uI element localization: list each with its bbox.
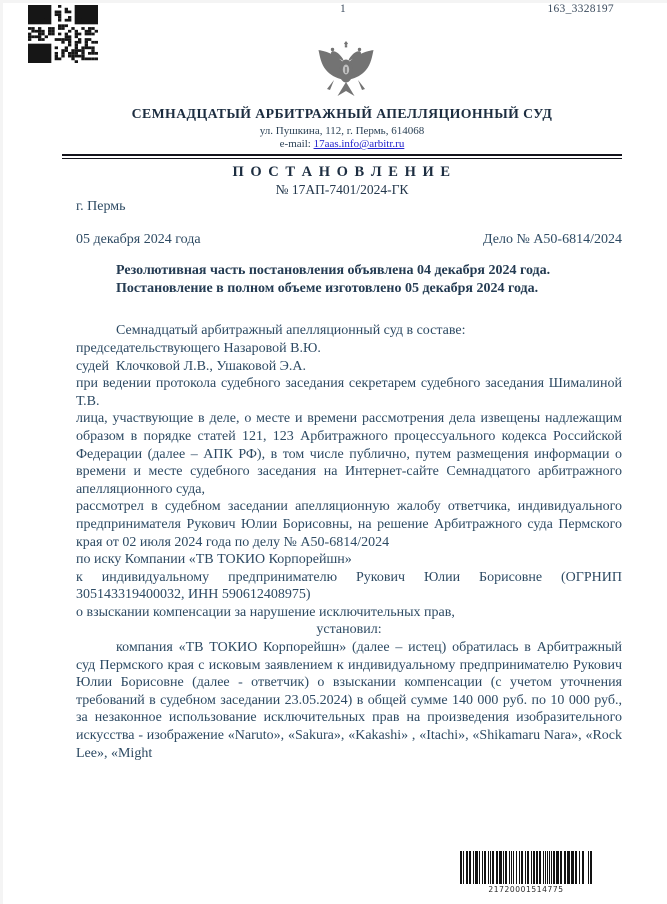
city-label: г. Пермь bbox=[76, 199, 126, 214]
body-paragraph: председательствующего Назаровой В.Ю. bbox=[76, 340, 321, 356]
body-paragraph: рассмотрел в судебном заседании апелляционную жалобу ответчика, индивидуального предпринимателя Рукович Юлии Борисовны, на решение Арбитражного суда Пермского края от 02 июля 2024 года по делу № А50-6814/2024 bbox=[76, 499, 622, 550]
decision-date: 05 декабря 2024 года bbox=[76, 231, 201, 247]
body-paragraph: при ведении протокола судебного заседания секретарем судебного заседания Шималиной Т.В. bbox=[76, 376, 622, 409]
court-address: ул. Пушкина, 112, г. Пермь, 614068 bbox=[259, 125, 425, 137]
body-paragraph: по иску Компании «ТВ ТОКИО Корпорейшн» bbox=[76, 552, 352, 568]
barcode bbox=[460, 851, 592, 894]
document-id: 163_3328197 bbox=[547, 3, 614, 15]
court-composition-block bbox=[76, 322, 622, 621]
email-line bbox=[62, 138, 622, 151]
email-label: e-mail: bbox=[279, 138, 314, 150]
header-divider bbox=[62, 154, 622, 159]
document-type-title: П О С Т А Н О В Л Е Н И Е bbox=[232, 164, 452, 180]
coat-of-arms-icon bbox=[314, 40, 378, 102]
qr-code-icon bbox=[28, 5, 98, 63]
email-link[interactable]: 17aas.info@arbitr.ru bbox=[313, 138, 405, 150]
full-text-line: Постановление в полном объеме изготовлено 05 декабря 2024 года. bbox=[116, 280, 539, 296]
case-reference: № 17АП-7401/2024-ГК bbox=[275, 182, 409, 197]
body-paragraph: судей Клочковой Л.В., Ушаковой Э.А. bbox=[76, 358, 307, 374]
document-body bbox=[76, 198, 622, 762]
barcode-number: 21720001514775 bbox=[488, 885, 564, 894]
resolutive-block bbox=[76, 262, 622, 297]
main-paragraph: компания «ТВ ТОКИО Корпорейшн» (далее – истец) обратилась в Арбитражный суд Пермского края с исковым заявлением к индивидуальному предпринимателю Рукович Юлии Борисовне (далее - ответчик) о взыскании компенсации (с учетом уточнения требований в судебном заседании 23.05.2024) в общей сумме 140 000 руб. по 10 000 руб., за незаконное использование исключительных прав на произведения изобразительного искусства - изображение «Naruto», «Sakura», «Kakashi» , «Itachi», «Shikamaru Nara», «Rock Lee», «Might bbox=[76, 640, 622, 761]
case-number: Дело № А50-6814/2024 bbox=[483, 231, 622, 247]
resolutive-part-line: Резолютивная часть постановления объявлена 04 декабря 2024 года. bbox=[116, 263, 551, 279]
ustanovil-label: установил: bbox=[316, 622, 382, 638]
body-paragraph: Семнадцатый арбитражный апелляционный суд в составе: bbox=[116, 323, 466, 339]
court-name: СЕМНАДЦАТЫЙ АРБИТРАЖНЫЙ АПЕЛЛЯЦИОННЫЙ СУД bbox=[131, 106, 553, 121]
page-number: 1 bbox=[340, 3, 346, 15]
body-paragraph: лица, участвующие в деле, о месте и времени рассмотрения дела извещены надлежащим образом в порядке статей 121, 123 Арбитражного процессуального кодекса Российской Федерации (далее – АПК РФ), в том числе публично, путем размещения информации о времени и месте судебного заседания на Интернет-сайте Семнадцатого арбитражного апелляционного суда, bbox=[76, 411, 622, 497]
body-paragraph: о взыскании компенсации за нарушение исключительных прав, bbox=[76, 604, 455, 620]
date-row bbox=[76, 231, 622, 249]
body-paragraph: к индивидуальному предпринимателю Рукович Юлии Борисовне (ОГРНИП 305143319400032, ИНН 590612408975) bbox=[76, 569, 622, 603]
